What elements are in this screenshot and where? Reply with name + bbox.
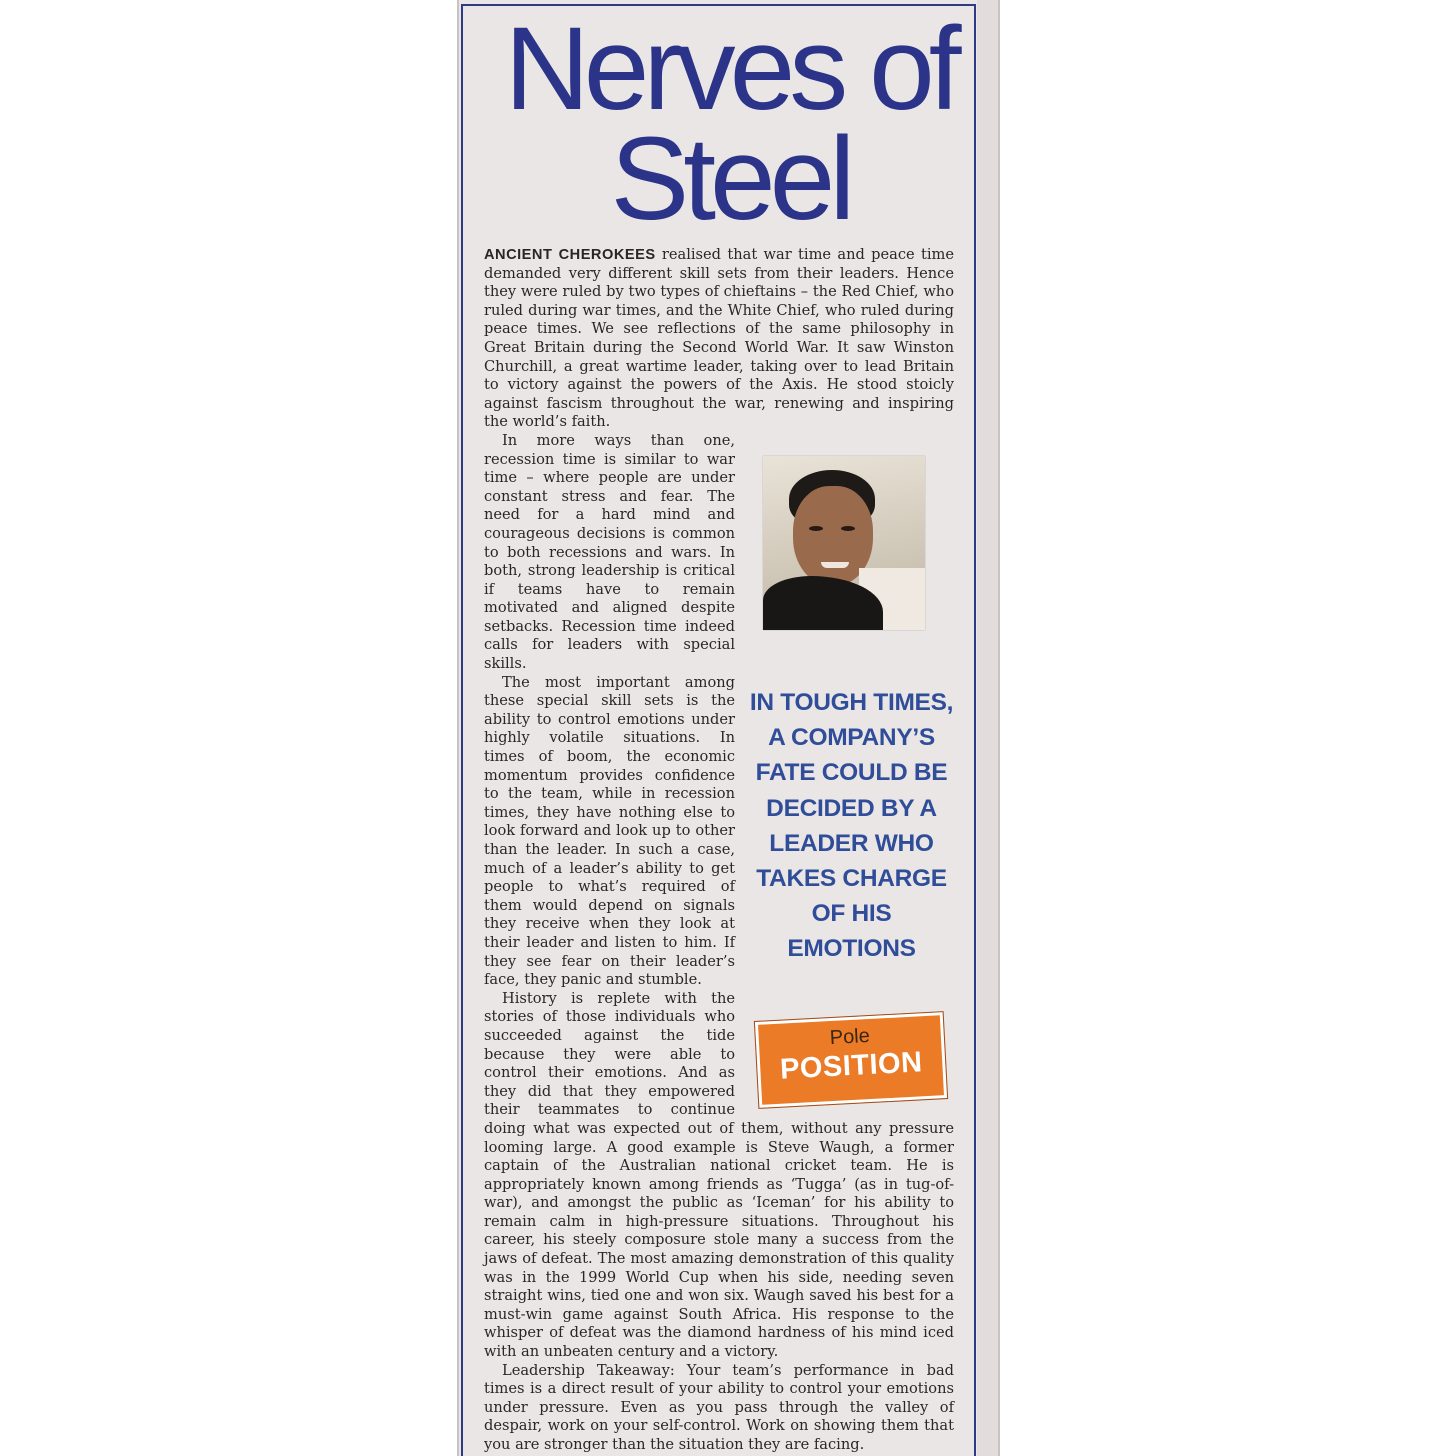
paragraph-4: History is replete with the stories of those individuals who succeeded against the tide because they were able to control their emotions. And as they did that they empowered their teammates to continue doing what was expected out of them, without any pressure looming large. A good example is Steve Waugh, a former captain of the Australian national cricket team. He is appropriately known among friends as ‘Tugga’ (as in tug-of-war), and amongst the public as ‘Iceman’ for his ability to remain calm in high-pressure situations. Throughout his career, his steely composure stole many a success from the jaws of defeat. The most amazing demonstration of this quality was in the 1999 World Cup when his side, needing seven straight wins, tied one and won six. Waugh saved his best for a must-win game against South Africa. His response to the whisper of defeat was the diamond hardness of his mind iced with an unbeaten century and a victory.: [484, 989, 954, 1361]
paragraph-1-text: realised that war time and peace time demanded very different skill sets from their leaders. Hence they were ruled by two types of chieftains – the Red Chief, who ruled during war times, and the White Chief, who ruled during peace times. We see reflections of the same philosophy in Great Britain during the Second World War. It saw Winston Churchill, a great wartime leader, taking over to lead Britain to victory against the powers of the Axis. He stood stoicly against fascism throughout the war, renewing and inspiring the world’s faith.: [484, 246, 955, 431]
headline-line-1: Nerves of: [504, 3, 956, 135]
adjacent-column-edge: [977, 0, 998, 1456]
article-body: [484, 246, 954, 1455]
paragraph-1: [484, 246, 954, 432]
column-badge: [755, 1012, 947, 1108]
paragraph-2: In more ways than one, recession time is similar to war time – where people are under constant stress and fear. The need for a hard mind and courageous decisions is common to both recessions and wars. In both, strong leadership is critical if teams have to remain motivated and aligned despite setbacks. Recession time indeed calls for leaders with special skills.: [484, 431, 735, 673]
paragraph-5: Leadership Takeaway: Your team’s performance in bad times is a direct result of your ability to control your emotions under pressure. Even as you pass through the valley of despair, work on your self-control. Work on showing them that you are stronger than the situation they are facing.: [484, 1361, 954, 1453]
paragraph-3: The most important among these special skill sets is the ability to control emotions under highly volatile situations. In times of boom, the economic momentum provides confidence to the team, while in recession times, they have nothing else to look forward and look up to other than the leader. In such a case, much of a leader’s ability to get people to what’s required of them would depend on signals they receive when they look at their leader and listen to him. If they see fear on their leader’s face, they panic and stumble.: [484, 673, 735, 989]
lead-caps: ANCIENT CHEROKEES: [484, 247, 656, 263]
badge-large-text: POSITION: [779, 1045, 924, 1086]
sidebar-column: [749, 432, 954, 1103]
headline-line-2: Steel: [610, 113, 850, 245]
headline: [500, 3, 960, 245]
author-photo: [763, 456, 925, 630]
pull-quote: IN TOUGH TIMES, A COMPANY’S FATE COULD BE DECIDED BY A LEADER WHO TAKES CHARGE OF HIS EMOTIONS: [749, 688, 954, 963]
badge-small-text: Pole: [829, 1024, 871, 1049]
